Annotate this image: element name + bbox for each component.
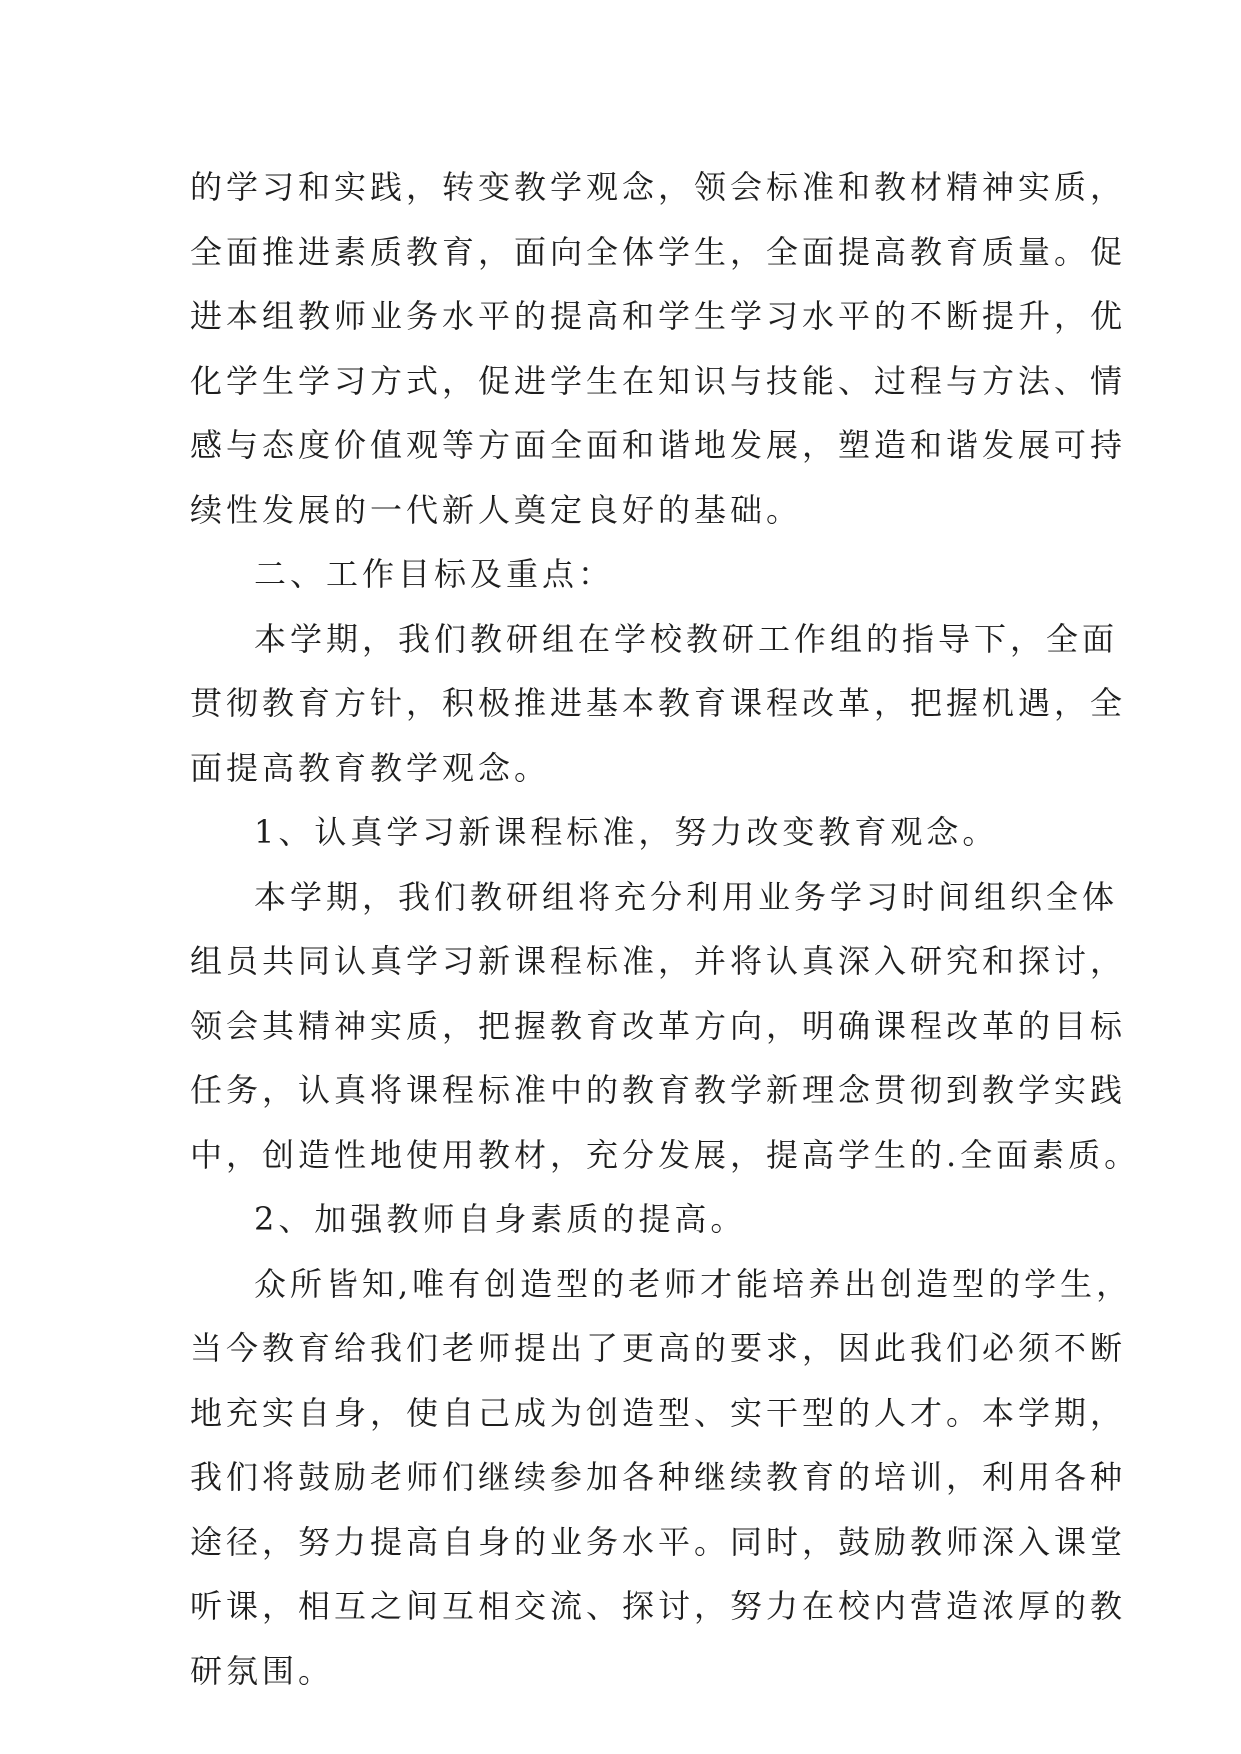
text-line: 中，创造性地使用教材，充分发展，提高学生的.全面素质。 — [190, 1135, 1141, 1174]
subsection-heading: 2、加强教师自身素质的提高。 — [254, 1200, 747, 1238]
text-line: 续性发展的一代新人奠定良好的基础。 — [190, 490, 803, 529]
text-line: 研氛围。 — [190, 1651, 335, 1690]
document-body — [190, 155, 1141, 1703]
text-line: 化学生学习方式，促进学生在知识与技能、过程与方法、情 — [190, 361, 1127, 400]
text-line: 我们将鼓励老师们继续参加各种继续教育的培训，利用各种 — [190, 1458, 1127, 1496]
text-line: 贯彻教育方针，积极推进基本教育课程改革，把握机遇，全 — [190, 684, 1127, 722]
text-line: 途径，努力提高自身的业务水平。同时，鼓励教师深入课堂 — [190, 1522, 1127, 1561]
text-line: 面提高教育教学观念。 — [190, 748, 551, 787]
subsection-heading: 1、认真学习新课程标准，努力改变教育观念。 — [254, 813, 999, 851]
section-heading: 二、工作目标及重点： — [254, 555, 615, 593]
text-line: 领会其精神实质，把握教育改革方向，明确课程改革的目标 — [190, 1006, 1127, 1045]
text-line: 众所皆知,唯有创造型的老师才能培养出创造型的学生， — [254, 1264, 1133, 1303]
text-line: 地充实自身，使自己成为创造型、实干型的人才。本学期， — [190, 1393, 1127, 1432]
text-line: 本学期，我们教研组在学校教研工作组的指导下，全面 — [254, 619, 1119, 658]
text-line: 全面推进素质教育，面向全体学生，全面提高教育质量。促 — [190, 232, 1127, 271]
text-line: 进本组教师业务水平的提高和学生学习水平的不断提升，优 — [190, 297, 1127, 335]
text-line: 感与态度价值观等方面全面和谐地发展，塑造和谐发展可持 — [190, 426, 1127, 464]
text-line: 听课，相互之间互相交流、探讨，努力在校内营造浓厚的教 — [190, 1587, 1127, 1625]
text-line: 当今教育给我们老师提出了更高的要求，因此我们必须不断 — [190, 1329, 1127, 1367]
text-line: 任务，认真将课程标准中的教育教学新理念贯彻到教学实践 — [190, 1071, 1127, 1109]
text-line: 本学期，我们教研组将充分利用业务学习时间组织全体 — [254, 877, 1119, 916]
text-line: 的学习和实践，转变教学观念，领会标准和教材精神实质， — [190, 168, 1127, 206]
text-line: 组员共同认真学习新课程标准，并将认真深入研究和探讨， — [190, 942, 1127, 980]
